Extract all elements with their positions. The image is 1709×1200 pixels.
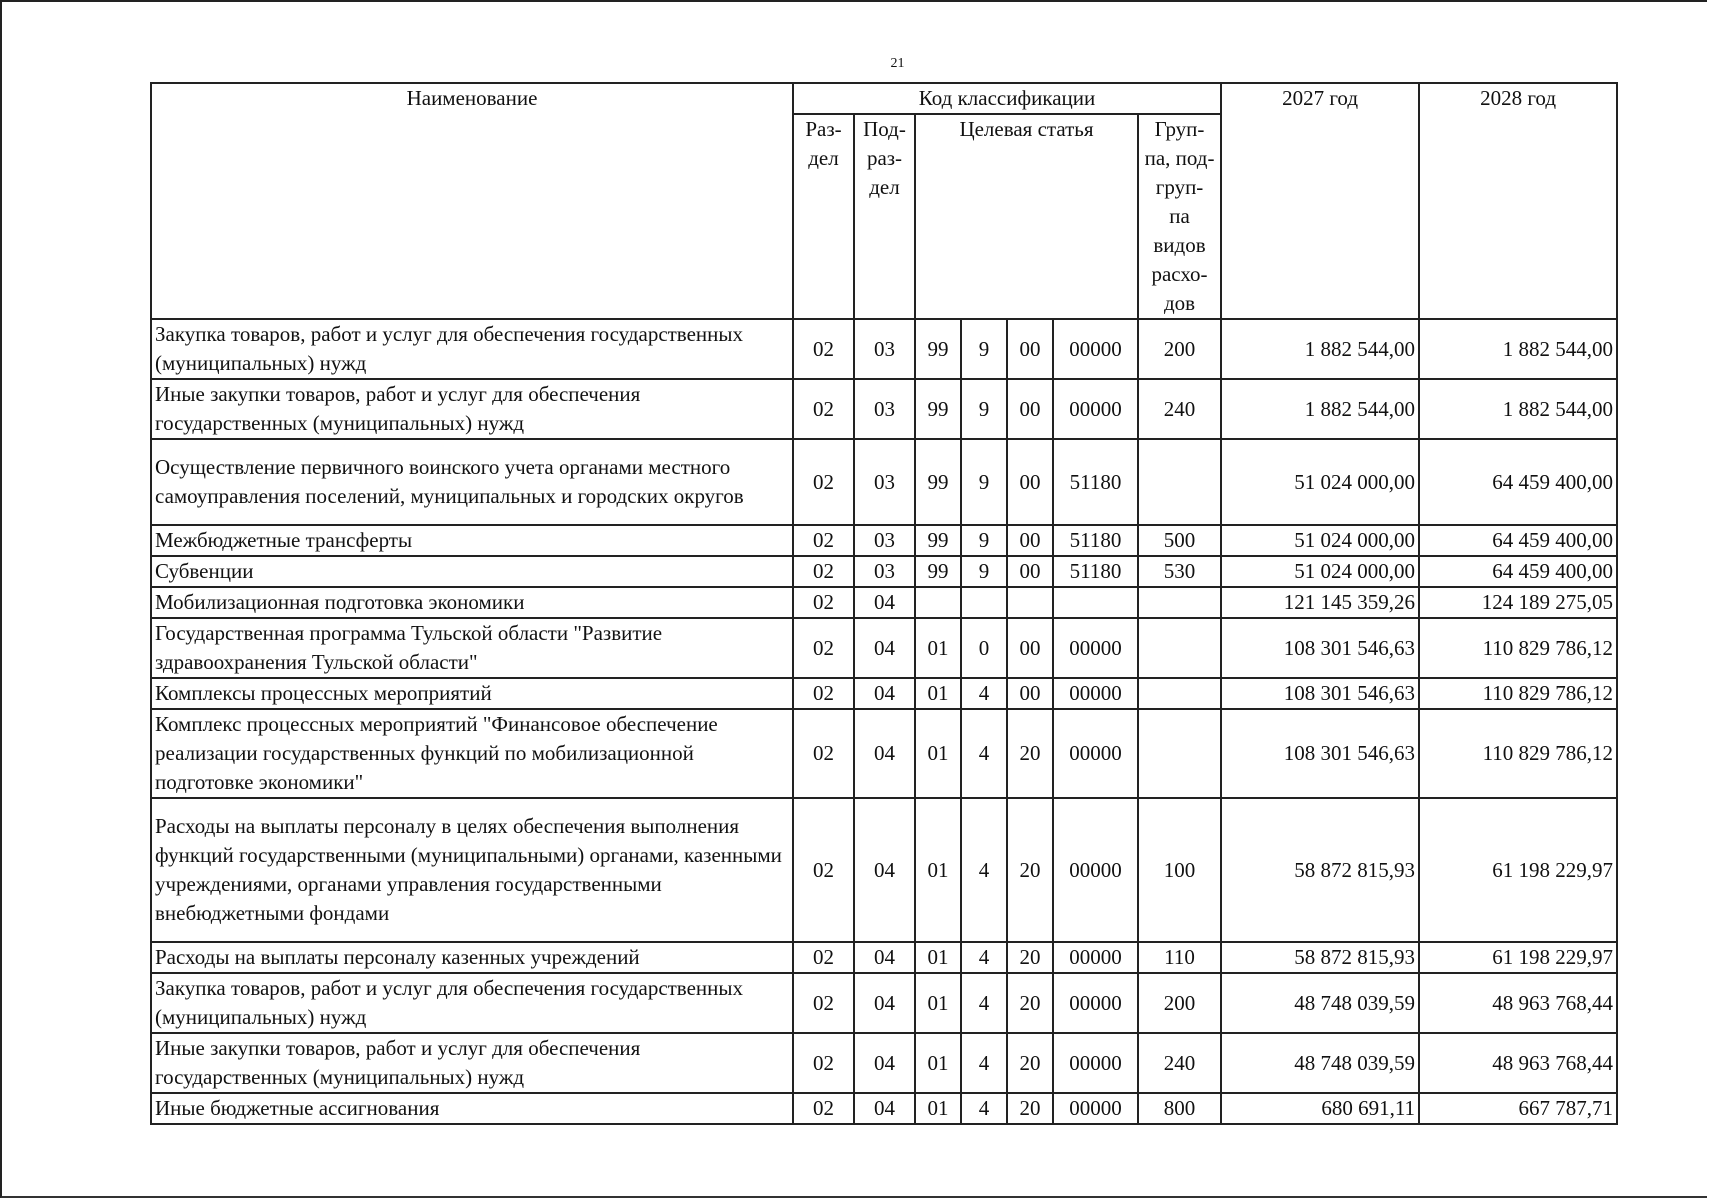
cell-y2027: 51 024 000,00	[1221, 556, 1419, 587]
cell-rz: 02	[793, 678, 854, 709]
cell-pr: 03	[854, 556, 915, 587]
cell-c4: 00000	[1053, 1033, 1138, 1093]
cell-y2028: 48 963 768,44	[1419, 973, 1617, 1033]
table-row	[151, 587, 1617, 618]
cell-name: Комплексы процессных мероприятий	[151, 678, 793, 709]
cell-c4: 00000	[1053, 973, 1138, 1033]
cell-c4: 00000	[1053, 1093, 1138, 1124]
cell-y2027: 108 301 546,63	[1221, 618, 1419, 678]
budget-table	[150, 82, 1618, 1125]
table-row	[151, 319, 1617, 379]
cell-c3: 20	[1007, 798, 1053, 942]
cell-c1: 99	[915, 556, 961, 587]
header-2027: 2027 год	[1221, 83, 1419, 319]
cell-name: Мобилизационная подготовка экономики	[151, 587, 793, 618]
table-row	[151, 618, 1617, 678]
cell-c3: 20	[1007, 973, 1053, 1033]
cell-vr	[1138, 439, 1221, 525]
cell-vr	[1138, 678, 1221, 709]
cell-vr: 530	[1138, 556, 1221, 587]
header-2028: 2028 год	[1419, 83, 1617, 319]
cell-y2028: 61 198 229,97	[1419, 798, 1617, 942]
cell-c4	[1053, 587, 1138, 618]
cell-pr: 04	[854, 942, 915, 973]
cell-y2027: 1 882 544,00	[1221, 379, 1419, 439]
cell-c2: 4	[961, 1033, 1007, 1093]
cell-c1: 99	[915, 525, 961, 556]
cell-name: Осуществление первичного воинского учета органами местного самоуправления поселений, муниципальных и городских округов	[151, 439, 793, 525]
cell-c4: 00000	[1053, 678, 1138, 709]
cell-c4: 00000	[1053, 709, 1138, 798]
cell-rz: 02	[793, 709, 854, 798]
cell-c2	[961, 587, 1007, 618]
cell-y2028: 1 882 544,00	[1419, 379, 1617, 439]
cell-c3: 20	[1007, 1093, 1053, 1124]
table-row	[151, 1093, 1617, 1124]
cell-c4: 00000	[1053, 319, 1138, 379]
cell-c4: 51180	[1053, 439, 1138, 525]
table-row	[151, 556, 1617, 587]
cell-name: Субвенции	[151, 556, 793, 587]
cell-rz: 02	[793, 618, 854, 678]
cell-y2028: 1 882 544,00	[1419, 319, 1617, 379]
cell-c2: 4	[961, 798, 1007, 942]
header-name: Наименование	[151, 83, 793, 319]
table-row	[151, 973, 1617, 1033]
cell-c4: 00000	[1053, 379, 1138, 439]
cell-name: Иные бюджетные ассигнования	[151, 1093, 793, 1124]
cell-y2027: 48 748 039,59	[1221, 1033, 1419, 1093]
cell-y2028: 48 963 768,44	[1419, 1033, 1617, 1093]
cell-c1: 01	[915, 678, 961, 709]
cell-c4: 51180	[1053, 525, 1138, 556]
table-header	[151, 83, 1617, 319]
cell-c1: 01	[915, 1033, 961, 1093]
cell-vr: 200	[1138, 973, 1221, 1033]
cell-y2027: 51 024 000,00	[1221, 525, 1419, 556]
cell-y2028: 64 459 400,00	[1419, 556, 1617, 587]
cell-rz: 02	[793, 942, 854, 973]
table-row	[151, 439, 1617, 525]
cell-y2027: 58 872 815,93	[1221, 798, 1419, 942]
cell-c2: 9	[961, 525, 1007, 556]
cell-rz: 02	[793, 798, 854, 942]
cell-c2: 9	[961, 319, 1007, 379]
cell-c1: 01	[915, 798, 961, 942]
cell-c1: 01	[915, 618, 961, 678]
table-row	[151, 709, 1617, 798]
cell-vr: 100	[1138, 798, 1221, 942]
cell-c2: 0	[961, 618, 1007, 678]
cell-c1: 01	[915, 1093, 961, 1124]
page-number: 21	[890, 56, 905, 71]
cell-vr: 800	[1138, 1093, 1221, 1124]
cell-c1: 01	[915, 942, 961, 973]
cell-pr: 04	[854, 1093, 915, 1124]
cell-pr: 03	[854, 525, 915, 556]
cell-rz: 02	[793, 1093, 854, 1124]
cell-c1	[915, 587, 961, 618]
cell-pr: 04	[854, 587, 915, 618]
cell-vr	[1138, 618, 1221, 678]
cell-name: Расходы на выплаты персоналу в целях обеспечения выполнения функций государственными (муниципальными) органами, казенными учреждениями, органами управления государственными внебюджетными фондами	[151, 798, 793, 942]
cell-name: Иные закупки товаров, работ и услуг для обеспечения государственных (муниципальных) нужд	[151, 1033, 793, 1093]
cell-y2027: 121 145 359,26	[1221, 587, 1419, 618]
cell-rz: 02	[793, 319, 854, 379]
header-target: Целевая статья	[915, 114, 1138, 319]
cell-y2027: 58 872 815,93	[1221, 942, 1419, 973]
cell-name: Закупка товаров, работ и услуг для обеспечения государственных (муниципальных) нужд	[151, 319, 793, 379]
cell-y2027: 1 882 544,00	[1221, 319, 1419, 379]
cell-c2: 4	[961, 973, 1007, 1033]
cell-c1: 99	[915, 439, 961, 525]
cell-c2: 4	[961, 942, 1007, 973]
cell-name: Иные закупки товаров, работ и услуг для обеспечения государственных (муниципальных) нужд	[151, 379, 793, 439]
table-row	[151, 942, 1617, 973]
cell-c3: 00	[1007, 556, 1053, 587]
cell-vr	[1138, 587, 1221, 618]
cell-c3: 00	[1007, 678, 1053, 709]
cell-c3: 20	[1007, 709, 1053, 798]
cell-pr: 03	[854, 439, 915, 525]
cell-pr: 04	[854, 798, 915, 942]
cell-c1: 01	[915, 973, 961, 1033]
cell-pr: 04	[854, 973, 915, 1033]
cell-pr: 04	[854, 678, 915, 709]
cell-c4: 51180	[1053, 556, 1138, 587]
cell-name: Комплекс процессных мероприятий "Финансовое обеспечение реализации государственных функций по мобилизационной подготовке экономики"	[151, 709, 793, 798]
cell-y2028: 61 198 229,97	[1419, 942, 1617, 973]
cell-c3: 20	[1007, 942, 1053, 973]
cell-c1: 01	[915, 709, 961, 798]
cell-c3: 00	[1007, 439, 1053, 525]
cell-y2027: 108 301 546,63	[1221, 678, 1419, 709]
cell-c4: 00000	[1053, 618, 1138, 678]
cell-c2: 9	[961, 556, 1007, 587]
cell-y2028: 110 829 786,12	[1419, 618, 1617, 678]
table-row	[151, 379, 1617, 439]
cell-rz: 02	[793, 587, 854, 618]
cell-rz: 02	[793, 556, 854, 587]
cell-c4: 00000	[1053, 798, 1138, 942]
cell-c2: 4	[961, 709, 1007, 798]
cell-vr: 110	[1138, 942, 1221, 973]
cell-y2028: 64 459 400,00	[1419, 439, 1617, 525]
header-razdel: Раз- дел	[793, 114, 854, 319]
cell-pr: 04	[854, 709, 915, 798]
cell-y2028: 667 787,71	[1419, 1093, 1617, 1124]
cell-c1: 99	[915, 379, 961, 439]
cell-rz: 02	[793, 973, 854, 1033]
cell-y2028: 110 829 786,12	[1419, 678, 1617, 709]
cell-vr	[1138, 709, 1221, 798]
table-row	[151, 798, 1617, 942]
cell-y2028: 110 829 786,12	[1419, 709, 1617, 798]
cell-c2: 9	[961, 379, 1007, 439]
cell-c4: 00000	[1053, 942, 1138, 973]
cell-pr: 03	[854, 379, 915, 439]
table-row	[151, 678, 1617, 709]
cell-vr: 240	[1138, 379, 1221, 439]
cell-c3: 00	[1007, 618, 1053, 678]
cell-rz: 02	[793, 525, 854, 556]
cell-pr: 04	[854, 618, 915, 678]
table-row	[151, 525, 1617, 556]
header-classification: Код классификации	[793, 83, 1221, 114]
cell-name: Расходы на выплаты персоналу казенных учреждений	[151, 942, 793, 973]
cell-rz: 02	[793, 1033, 854, 1093]
cell-c2: 4	[961, 1093, 1007, 1124]
cell-y2027: 48 748 039,59	[1221, 973, 1419, 1033]
cell-name: Государственная программа Тульской области "Развитие здравоохранения Тульской области"	[151, 618, 793, 678]
cell-pr: 04	[854, 1033, 915, 1093]
cell-y2028: 124 189 275,05	[1419, 587, 1617, 618]
table-body	[151, 319, 1617, 1124]
cell-c3: 00	[1007, 319, 1053, 379]
cell-vr: 200	[1138, 319, 1221, 379]
cell-rz: 02	[793, 379, 854, 439]
cell-vr: 240	[1138, 1033, 1221, 1093]
cell-c1: 99	[915, 319, 961, 379]
cell-y2027: 51 024 000,00	[1221, 439, 1419, 525]
table-row	[151, 1033, 1617, 1093]
cell-name: Межбюджетные трансферты	[151, 525, 793, 556]
cell-vr: 500	[1138, 525, 1221, 556]
cell-y2027: 108 301 546,63	[1221, 709, 1419, 798]
cell-c3: 00	[1007, 525, 1053, 556]
cell-pr: 03	[854, 319, 915, 379]
cell-c3	[1007, 587, 1053, 618]
cell-c2: 4	[961, 678, 1007, 709]
cell-y2028: 64 459 400,00	[1419, 525, 1617, 556]
cell-name: Закупка товаров, работ и услуг для обеспечения государственных (муниципальных) нужд	[151, 973, 793, 1033]
cell-y2027: 680 691,11	[1221, 1093, 1419, 1124]
cell-c3: 20	[1007, 1033, 1053, 1093]
header-group: Груп- па, под- груп- па видов расхо- дов	[1138, 114, 1221, 319]
header-podrazdel: Под- раз- дел	[854, 114, 915, 319]
cell-c3: 00	[1007, 379, 1053, 439]
cell-c2: 9	[961, 439, 1007, 525]
cell-rz: 02	[793, 439, 854, 525]
